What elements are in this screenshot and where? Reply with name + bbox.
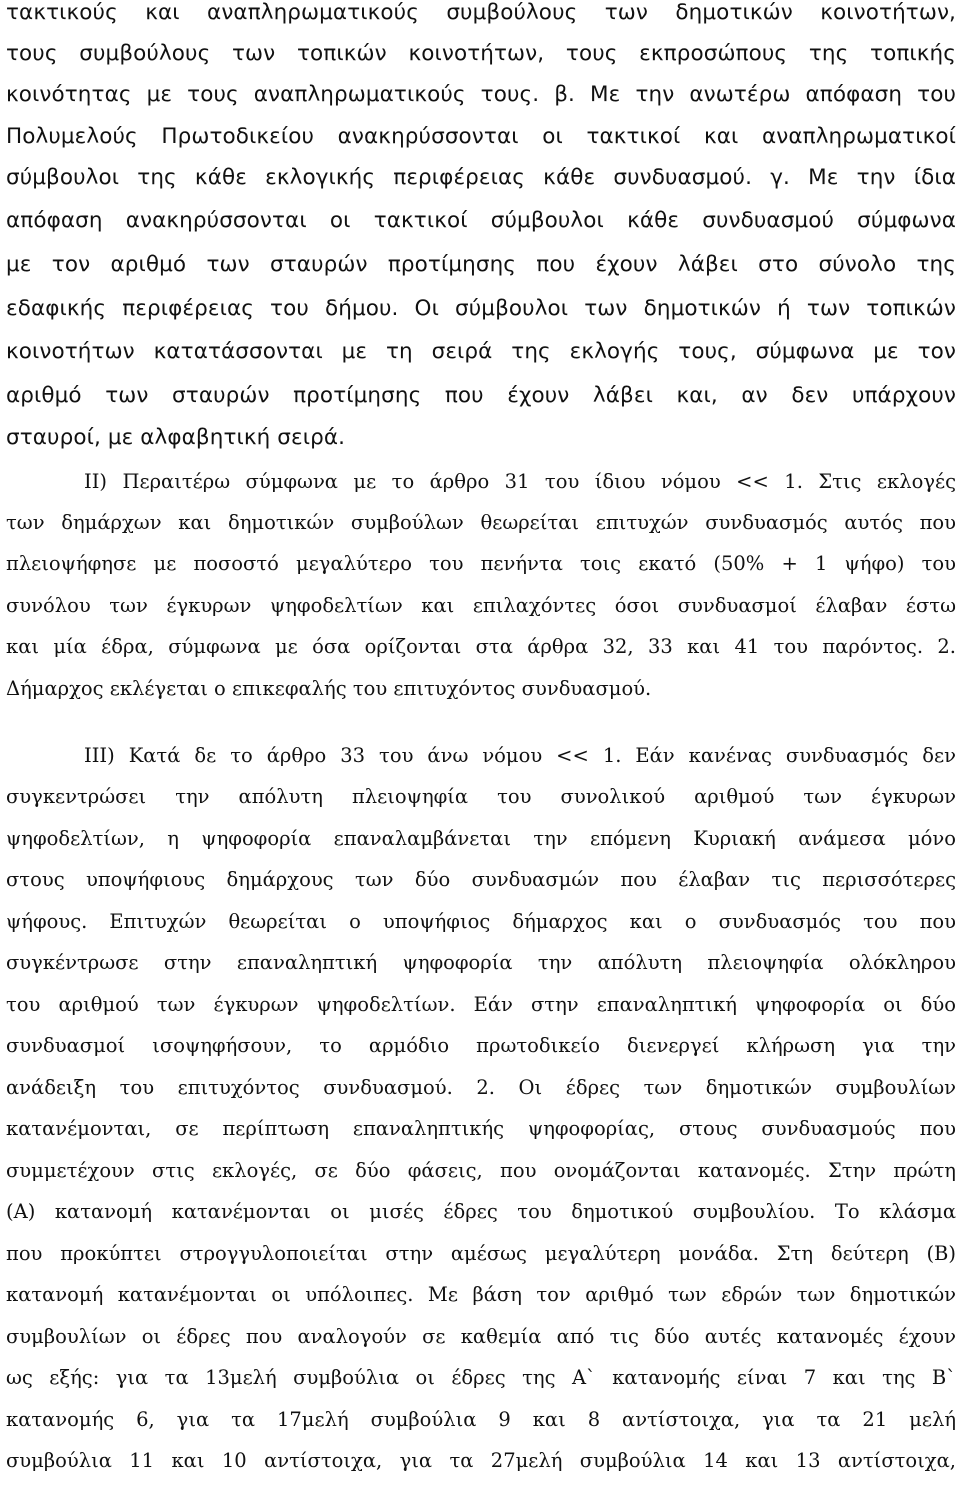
text-line: εδαφικής περιφέρειας του δήμου. Οι σύμβουλοι των δημοτικών ή των τοπικών [6,296,956,321]
text-line: (Α) κατανομή κατανέμονται οι μισές έδρες του δημοτικού συμβουλίου. Το κλάσμα [6,1200,956,1223]
text-line: κατανέμονται, σε περίπτωση επαναληπτικής ψηφοφορίας, στους συνδυασμούς που [6,1117,956,1140]
text-line: πλειοψήφησε με ποσοστό μεγαλύτερο του πενήντα τοις εκατό (50% + 1 ψήφο) του [6,552,956,575]
text-line: στους υποψήφιους δημάρχους των δύο συνδυασμών που έλαβαν τις περισσότερες [6,868,956,891]
text-line: Πολυμελούς Πρωτοδικείου ανακηρύσσονται οι τακτικοί και αναπληρωματικοί [6,124,956,149]
text-line: αριθμό των σταυρών προτίμησης που έχουν λάβει και, αν δεν υπάρχουν [6,383,956,408]
text-line: σύμβουλοι της κάθε εκλογικής περιφέρειας κάθε συνδυασμού. γ. Με την ίδια [6,165,956,190]
text-line: με τον αριθμό των σταυρών προτίμησης που έχουν λάβει στο σύνολο της [6,252,956,277]
text-line: σταυροί, με αλφαβητική σειρά. [6,425,346,450]
text-line: τακτικούς και αναπληρωματικούς συμβούλους των δημοτικών κοινοτήτων, [6,0,956,25]
text-line: που προκύπτει στρογγυλοποιείται στην αμέσως μεγαλύτερη μονάδα. Στη δεύτερη (Β) [6,1242,956,1265]
text-line: ως εξής: για τα 13μελή συμβούλια οι έδρες της Α` κατανομής είναι 7 και της Β` [6,1366,956,1389]
text-line: ΙΙ) Περαιτέρω σύμφωνα με το άρθρο 31 του ίδιου νόμου << 1. Στις εκλογές [84,470,956,493]
text-line: συνδυασμοί ισοψηφήσουν, το αρμόδιο πρωτοδικείο διενεργεί κλήρωση για την [6,1034,956,1057]
text-line: ψηφοδελτίων, η ψηφοφορία επαναλαμβάνεται την επόμενη Κυριακή ανάμεσα μόνο [6,827,956,850]
text-line: των δημάρχων και δημοτικών συμβούλων θεωρείται επιτυχών συνδυασμός αυτός που [6,511,956,534]
text-line: ανάδειξη του επιτυχόντος συνδυασμού. 2. Οι έδρες των δημοτικών συμβουλίων [6,1076,956,1099]
text-line: του αριθμού των έγκυρων ψηφοδελτίων. Εάν στην επαναληπτική ψηφοφορία οι δύο [6,993,956,1016]
text-line: ψήφους. Επιτυχών θεωρείται ο υποψήφιος δήμαρχος και ο συνδυασμός του που [6,910,956,933]
text-line: συγκεντρώσει την απόλυτη πλειοψηφία του συνολικού αριθμού των έγκυρων [6,785,956,808]
text-line: απόφαση ανακηρύσσονται οι τακτικοί σύμβουλοι κάθε συνδυασμού σύμφωνα [6,208,956,233]
text-line: συγκέντρωσε στην επαναληπτική ψηφοφορία την απόλυτη πλειοψηφία ολόκληρου [6,951,956,974]
text-line: συμβουλίων οι έδρες που αναλογούν σε καθεμία από τις δύο αυτές κατανομές έχουν [6,1325,956,1348]
text-line: κοινότητας με τους αναπληρωματικούς τους. β. Με την ανωτέρω απόφαση του [6,82,956,107]
text-line: συμβούλια 11 και 10 αντίστοιχα, για τα 27μελή συμβούλια 14 και 13 αντίστοιχα, [6,1449,956,1472]
text-line: και μία έδρα, σύμφωνα με όσα ορίζονται στα άρθρα 32, 33 και 41 του παρόντος. 2. [6,635,956,658]
text-line: συμμετέχουν στις εκλογές, σε δύο φάσεις, που ονομάζονται κατανομές. Στην πρώτη [6,1159,956,1182]
text-line: ΙΙΙ) Κατά δε το άρθρο 33 του άνω νόμου << 1. Εάν κανένας συνδυασμός δεν [84,744,956,767]
text-line: τους συμβούλους των τοπικών κοινοτήτων, τους εκπροσώπους της τοπικής [6,41,956,66]
text-line: συνόλου των έγκυρων ψηφοδελτίων και επιλαχόντες όσοι συνδυασμοί έλαβαν έστω [6,594,956,617]
text-line: κατανομής 6, για τα 17μελή συμβούλια 9 και 8 αντίστοιχα, για τα 21 μελή [6,1408,956,1431]
text-line: Δήμαρχος εκλέγεται ο επικεφαλής του επιτυχόντος συνδυασμού. [6,677,652,700]
text-line: κατανομή κατανέμονται οι υπόλοιπες. Με βάση τον αριθμό των εδρών των δημοτικών [6,1283,956,1306]
text-line: κοινοτήτων κατατάσσονται με τη σειρά της εκλογής τους, σύμφωνα με τον [6,339,956,364]
